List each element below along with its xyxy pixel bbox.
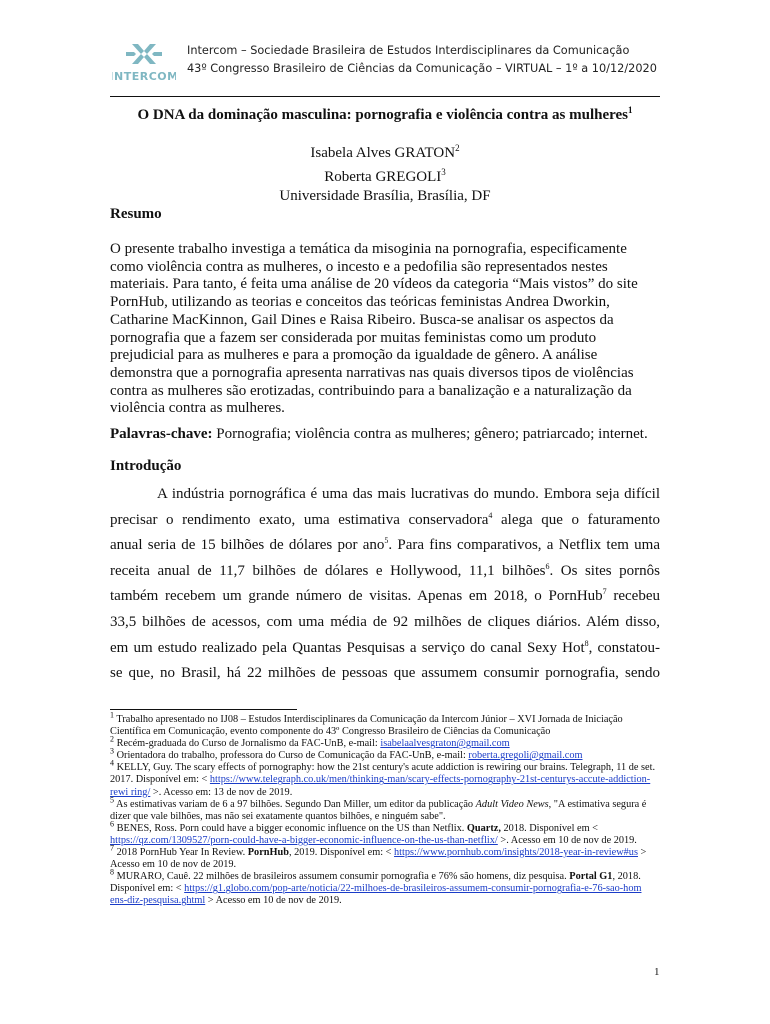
body-line: precisar o rendimento exato, uma estimativa conservadora$^4$ alega que o faturamento	[110, 510, 660, 528]
abstract-line: prejudicial para as mulheres e para a promoção da igualdade de gênero. A análise	[110, 347, 598, 364]
logo-wordmark: INTERCOM	[112, 70, 176, 83]
intercom-logo	[112, 40, 176, 84]
introduction-heading: Introdução	[110, 458, 182, 474]
footnote-7: $^7$ 2018 PornHub Year In Review. PornHub, 2019. Disponível em: < https://www.pornhub.com/insights/2018-year-in-review#us > Acesso em 10 de nov de 2019.	[110, 843, 647, 871]
quartz-link[interactable]: https://qz.com/1309527/porn-could-have-a-bigger-economic-influence-on-the-us-than-netflix/	[110, 834, 498, 846]
abstract-line: PornHub, utilizando as teorias e conceitos das teóricas feministas Andrea Dworkin,	[110, 294, 610, 311]
author-1-note: 2	[455, 143, 460, 153]
author-block	[0, 139, 770, 206]
footnote-rule	[110, 709, 297, 710]
header-rule	[110, 96, 660, 97]
keywords-label: Palavras-chave:	[110, 426, 213, 442]
abstract-line: materiais. Para tanto, é feita uma análise de 20 vídeos da categoria “Mais vistos” do site	[110, 276, 638, 293]
abstract-line: violência contra as mulheres.	[110, 400, 285, 417]
footnote-ref: 6	[545, 561, 550, 571]
author-2-name: Roberta GREGOLI	[324, 169, 442, 185]
conference-header	[187, 42, 657, 78]
author-1-name: Isabela Alves GRATON	[310, 145, 456, 161]
title-text: O DNA da dominação masculina: pornografia e violência contra as mulheres	[137, 107, 629, 123]
paper-title	[0, 105, 770, 124]
keywords-list: Pornografia; violência contra as mulheres; gênero; patriarcado; internet.	[216, 426, 648, 442]
abstract-line: demonstra que a pornografia apresenta narrativas nas quais diversos tipos de violências	[110, 364, 634, 381]
body-line: A indústria pornográfica é uma das mais lucrativas do mundo. Embora seja difícil	[157, 486, 660, 502]
keywords	[110, 426, 648, 443]
body-line: em um estudo realizado pela Quantas Pesquisas a serviço do canal Sexy Hot$^8$, constatou-	[110, 638, 661, 656]
footnote-8: $^8$ MURARO, Cauê. 22 milhões de brasileiros assumem consumir pornografia e 76% são homens, diz pesquisa. Portal G1, 2018. Disponível em: < https://g1.globo.com/pop-arte/noticia/22-milhoes-de-brasileiros-assumem-consumir-pornografia-e-76-sao-hom ens-diz-pesquisa.ghtml > Acesso em 10 de nov de 2019.	[110, 867, 642, 907]
header-line-1: Intercom – Sociedade Brasileira de Estudos Interdisciplinares da Comunicação	[187, 44, 630, 57]
body-line: receita anual de 11,7 bilhões de dólares e Hollywood, 11,1 bilhões$^6$. Os sites pornôs	[110, 561, 660, 579]
author-2-email-link[interactable]: roberta.gregoli@gmail.com	[468, 750, 583, 762]
footnote-4: $^4$ KELLY, Guy. The scary effects of pornography: how the 21st century's acute addiction is rewiring our brains. Telegraph, 11 de set. 2017. Disponível em: < https://www.telegraph.co.uk/men/thinking-man/scary-effects-pornography-21st-centurys-accute-addiction-rewi ring/ >. Acesso em: 13 de nov de 2019.	[110, 758, 656, 798]
body-line: se que, no Brasil, há 22 milhões de pessoas que assumem consumir pornografia, sendo	[110, 665, 660, 682]
intercom-logo-mark	[112, 40, 176, 84]
abstract-line: O presente trabalho investiga a temática da misoginia na pornografia, especificamente	[110, 241, 627, 257]
introduction-body	[110, 482, 660, 687]
author-1-email-link[interactable]: isabelaalvesgraton@gmail.com	[380, 738, 510, 750]
page-number: 1	[654, 966, 660, 978]
footnote-2: $^2$ Recém-graduada do Curso de Jornalismo da FAC-UnB, e-mail: isabelaalvesgraton@gmail.com	[110, 734, 510, 750]
abstract-line: Catharine MacKinnon, Gail Dines e Raisa Ribeiro. Busca-se analisar os aspectos da	[110, 311, 614, 328]
pornhub-insights-link[interactable]: https://www.pornhub.com/insights/2018-year-in-review#us	[394, 847, 638, 859]
footnote-3: $^3$ Orientadora do trabalho, professora do Curso de Comunicação da FAC-UnB, e-mail: roberta.gregoli@gmail.com	[110, 746, 583, 762]
footnotes	[110, 710, 660, 908]
author-2-note: 3	[441, 167, 446, 177]
footnote-ref: 7	[602, 587, 607, 597]
footnote-1: $^1$ Trabalho apresentado no IJ08 – Estudos Interdisciplinares da Comunicação da Intercom Júnior – XVI Jornada de Iniciação Científica em Comunicação, evento componente do 43º Congresso Brasileiro de Ciências da Comunicação	[110, 710, 623, 738]
affiliation: Universidade Brasília, Brasília, DF	[279, 188, 491, 204]
body-line: anual seria de 15 bilhões de dólares por ano$^5$. Para fins comparativos, a Netflix tem uma	[110, 536, 660, 554]
body-line: 33,5 bilhões de acessos, com uma média de 92 milhões de cliques diários. Além disso,	[110, 613, 660, 630]
abstract	[110, 241, 660, 418]
footnote-ref: 4	[488, 510, 493, 520]
header-line-2: 43º Congresso Brasileiro de Ciências da Comunicação – VIRTUAL – 1º a 10/12/2020	[187, 62, 657, 75]
abstract-line: contra as mulheres são erotizadas, contribuindo para a banalização e a naturalização da	[110, 382, 632, 399]
footnote-ref: 8	[584, 638, 589, 648]
telegraph-link[interactable]: https://www.telegraph.co.uk/men/thinking-man/scary-effects-pornography-21st-centurys-accute-addiction-rewi ring/	[110, 774, 651, 798]
title-footnote-ref: 1	[628, 105, 633, 115]
abstract-heading: Resumo	[110, 206, 162, 222]
footnote-ref: 5	[384, 536, 389, 546]
footnote-6: $^6$ BENES, Ross. Porn could have a bigger economic influence on the US than Netflix. Quartz, 2018. Disponível em < https://qz.com/1309527/porn-could-have-a-bigger-economic-influence-on-the-us-than-netflix/ >. Acesso em 10 de nov de 2019.	[110, 819, 637, 846]
abstract-line: como violência contra as mulheres, o incesto e a pedofilia são representados nestes	[110, 258, 608, 275]
body-line: também recebem um grande número de visitas. Apenas em 2018, o PornHub$^7$ recebeu	[110, 587, 660, 605]
author-2	[0, 163, 770, 187]
author-1	[0, 139, 770, 163]
g1-link[interactable]: https://g1.globo.com/pop-arte/noticia/22-milhoes-de-brasileiros-assumem-consumir-pornografia-e-76-sao-hom ens-diz-pesquisa.ghtml	[110, 883, 642, 907]
footnote-5: $^5$ As estimativas variam de 6 a 97 bilhões. Segundo Dan Miller, um editor da publicação Adult Video News, "A estimativa segura é dizer que vale bilhões, mas não sei exatamente quantos bilhões, e ninguém sabe".	[110, 795, 647, 822]
abstract-line: pornografia que a fazem ser considerada por muitas feministas como um produto	[110, 329, 597, 346]
